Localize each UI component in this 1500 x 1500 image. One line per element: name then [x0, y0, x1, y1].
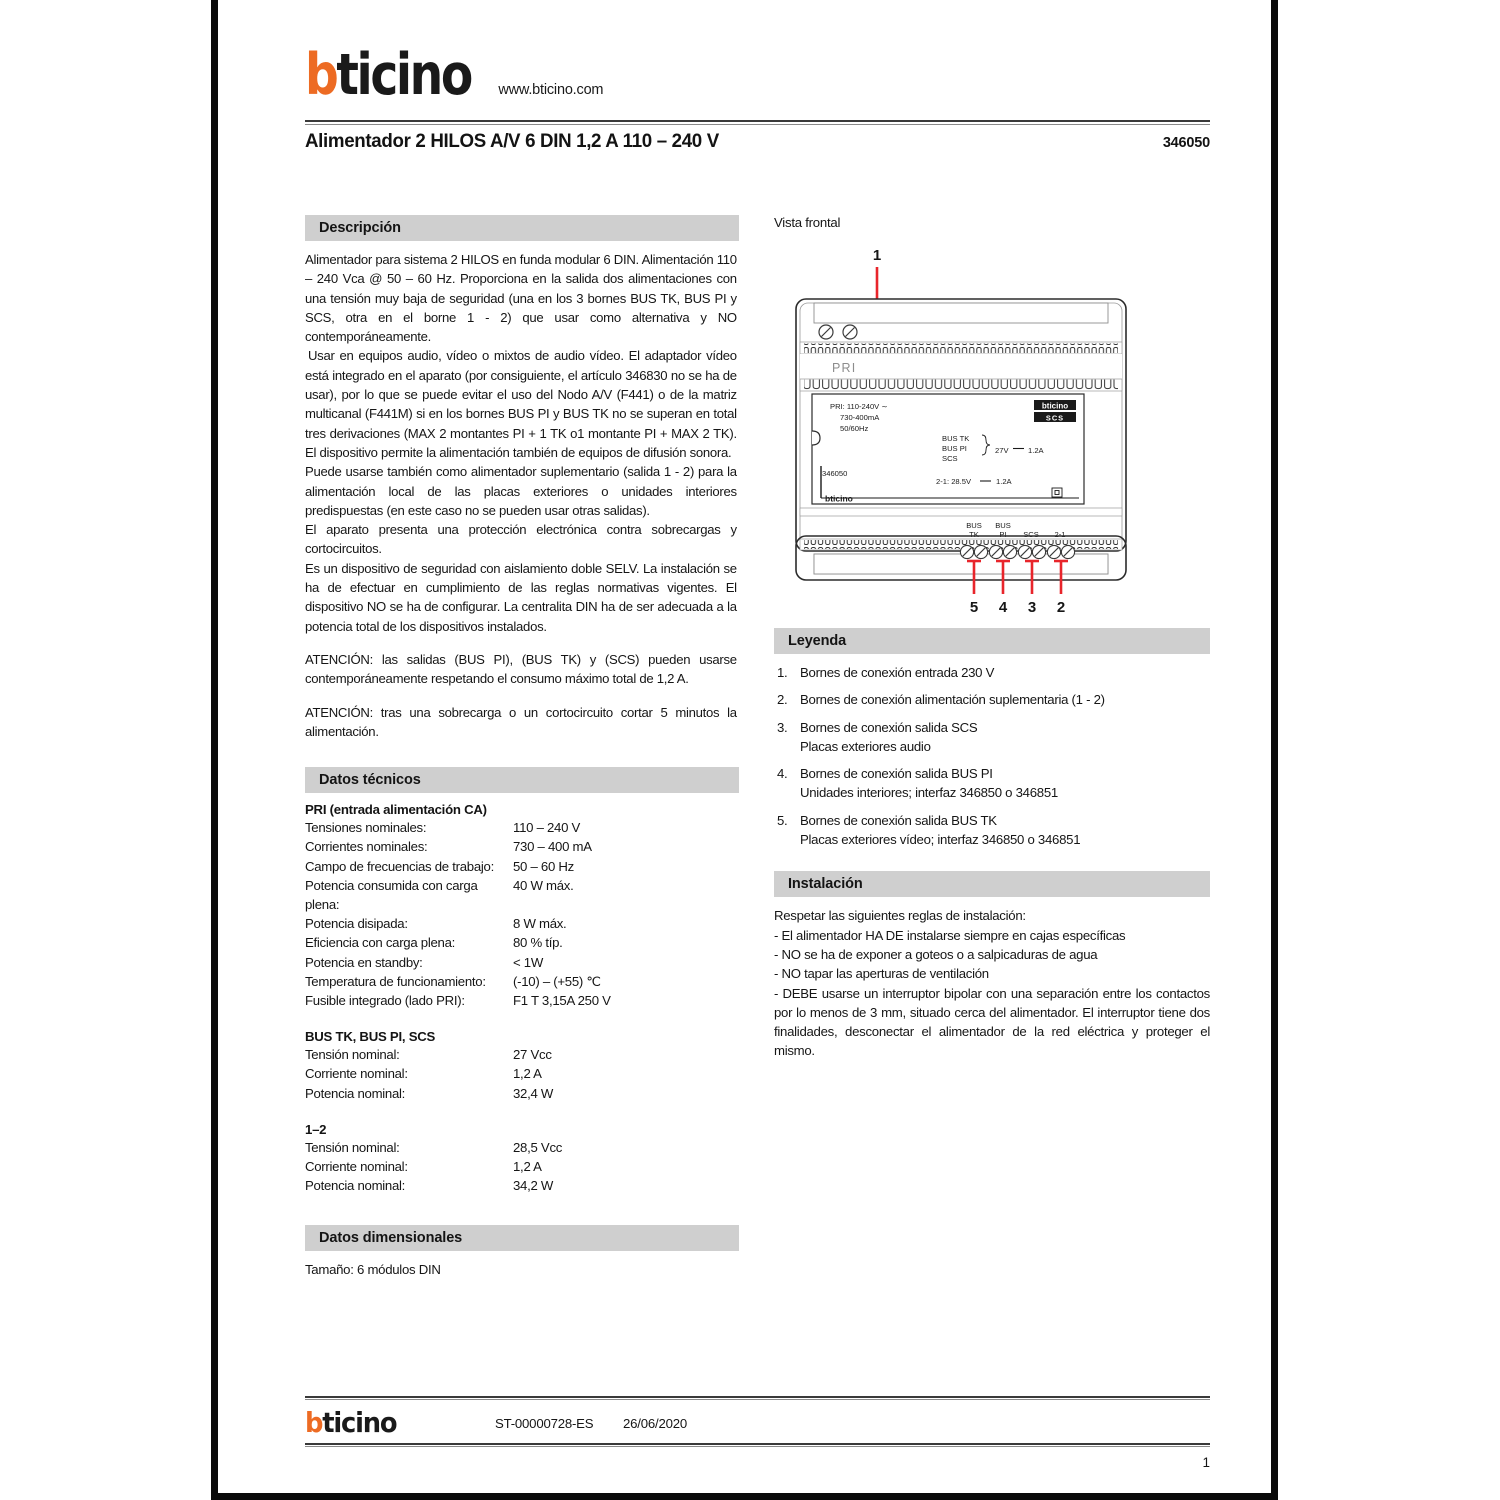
svg-text:1.2A: 1.2A	[1028, 446, 1044, 455]
descripcion-paragraph-1: Alimentador para sistema 2 HILOS en funda modular 6 DIN. Alimentación 110 – 240 Vca @ 50 – 60 Hz. Proporciona en la salida dos alimentaciones con una tensión muy baja de seguridad (una en los 3 bornes BUS TK, BUS PI y SCS, otra en el borne 1 - 2) que usar como alternativa y NO contemporáneamente.	[305, 252, 737, 345]
legend-number: 5.	[777, 812, 788, 828]
svg-text:1.2A: 1.2A	[996, 477, 1012, 486]
spec-value: 730 – 400 mA	[513, 839, 592, 855]
terminal-label-bus-pi-top: BUS	[995, 521, 1011, 530]
legend-main: Bornes de conexión salida BUS PI	[800, 766, 993, 782]
section-header-instalacion	[774, 871, 1210, 897]
plate-out-1: BUS TK	[942, 434, 970, 443]
spec-value: (-10) – (+55) ℃	[513, 973, 601, 989]
title-row	[305, 130, 1210, 153]
section-title: Datos dimensionales	[319, 1230, 463, 1247]
installation-intro: Respetar las siguientes reglas de instalación:	[774, 908, 1026, 924]
legend-main: Bornes de conexión salida BUS TK	[800, 812, 997, 828]
callout-numbers	[970, 599, 1065, 616]
list-item	[774, 764, 1210, 803]
legend-number: 2.	[777, 692, 788, 708]
page-number: 1	[1202, 1455, 1210, 1470]
svg-text:bticino: bticino	[825, 493, 853, 504]
section-header-datos-dimensionales	[305, 1225, 739, 1251]
spec-label: Potencia en standby:	[305, 954, 423, 970]
plate-output-rating: 27V	[995, 446, 1009, 455]
spec-row	[305, 953, 739, 972]
spec-label: Potencia consumida con carga plena:	[305, 877, 478, 912]
section-header-leyenda	[774, 628, 1210, 654]
spec-row	[305, 857, 739, 876]
warning-note-2: ATENCIÓN: tras una sobrecarga o un cortocircuito cortar 5 minutos la alimentación.	[305, 704, 737, 739]
spec-row	[305, 1084, 739, 1103]
terminal-label-scs: SCS	[1023, 530, 1039, 539]
spec-row	[305, 1176, 739, 1195]
installation-bullet-1: - El alimentador HA DE instalarse siempre en cajas específicas	[774, 927, 1126, 943]
spec-label: Corriente nominal:	[305, 1066, 408, 1082]
legend-list	[774, 663, 1210, 849]
spec-label: Fusible integrado (lado PRI):	[305, 992, 465, 1008]
installation-bullet-4: - DEBE usarse un interruptor bipolar con una separación entre los contactos por lo menos de 3 mm, situado cerca del alimentador. El interruptor tiene dos finalidades, desconectar el alimentador de la red eléctrica y proteger el mismo.	[774, 985, 1210, 1059]
page-title: Alimentador 2 HILOS A/V 6 DIN 1,2 A 110 – 240 V	[305, 130, 719, 152]
figure-caption: Vista frontal	[774, 215, 841, 230]
spec-value: 80 % típ.	[513, 935, 563, 951]
plate-line-1: PRI: 110-240V ∼	[830, 402, 888, 411]
footer-date: 26/06/2020	[623, 1415, 688, 1431]
spec-row	[305, 914, 739, 933]
legend-main: Bornes de conexión salida SCS	[800, 719, 978, 735]
spec-value: F1 T 3,15A 250 V	[513, 992, 611, 1008]
plate-line-3: 50/60Hz	[840, 424, 869, 433]
website-url[interactable]: www.bticino.com	[498, 82, 604, 98]
spec-row	[305, 933, 739, 952]
footer-divider-top-shadow	[305, 1399, 1210, 1400]
spec-value: < 1W	[513, 954, 544, 970]
footer-doc-code: ST-00000728-ES	[495, 1415, 594, 1431]
header-divider-shadow	[305, 124, 1210, 125]
right-column	[774, 215, 1210, 1061]
descripcion-paragraph-3: Puede usarse también como alimentador suplementario (salida 1 - 2) para la alimentación local de las placas exteriores o unidades interiores predispuestas (en este caso no se pueden usar otras salidas).	[305, 464, 737, 518]
descripcion-paragraph-2: Usar en equipos audio, vídeo o mixtos de audio vídeo. El adaptador vídeo está integrado en el aparato (por consiguiente, el artículo 346830 no se ha de usar), por lo que se puede evitar el uso del Nodo A/V (F441) o de la matriz multicanal (F441M) si en los bornes BUS PI y BUS TK no se superan en total tres derivaciones (MAX 2 montantes PI + 1 TK o1 montante PI + MAX 2 TK). El dispositivo permite la alimentación también de equipos de difusión sonora.	[305, 348, 737, 460]
document-footer	[305, 1404, 1210, 1442]
spec-row	[305, 818, 739, 837]
bticino-logo-text	[305, 42, 471, 108]
spec-value: 32,4 W	[513, 1085, 554, 1101]
spec-label: Potencia disipada:	[305, 916, 408, 932]
left-column	[305, 215, 739, 1279]
spec-row	[305, 1064, 739, 1083]
legend-sub: Placas exteriores audio	[800, 738, 931, 754]
terminal-label-bus-pi-bottom: PI	[999, 530, 1007, 539]
footer-divider-top	[305, 1396, 1210, 1398]
section-title: Descripción	[319, 220, 401, 236]
legend-main: Bornes de conexión entrada 230 V	[800, 665, 995, 680]
spec-label: Eficiencia con carga plena:	[305, 935, 456, 951]
plate-aux-rating: 2-1: 28.5V	[936, 477, 972, 486]
spec-value: 40 W máx.	[513, 877, 574, 893]
spec-label: Temperatura de funcionamiento:	[305, 973, 486, 989]
legend-text	[800, 764, 1210, 803]
plate-model-code: 346050	[822, 469, 848, 478]
spec-row	[305, 1138, 739, 1157]
plate-out-2: BUS PI	[942, 444, 967, 453]
legend-text	[800, 663, 1210, 682]
svg-text:bticino: bticino	[1041, 401, 1069, 411]
footer-logo-b-letter: b	[305, 1406, 323, 1439]
pri-label: PRI	[832, 361, 857, 375]
logo-ticino-text: ticino	[336, 42, 471, 108]
footer-brand-logo	[305, 1406, 480, 1439]
callout-4: 4	[998, 599, 1008, 616]
legend-sub: Unidades interiores; interfaz 346850 o 346851	[800, 785, 1058, 801]
spec-row	[305, 1045, 739, 1064]
plate-line-2: 730-400mA	[840, 413, 880, 422]
spec-label: Corriente nominal:	[305, 1158, 408, 1174]
descripcion-paragraph-4: El aparato presenta una protección electrónica contra sobrecargas y cortocircuitos.	[305, 522, 737, 557]
spec-label: Tensiones nominales:	[305, 820, 427, 836]
section-header-datos-tecnicos	[305, 767, 739, 793]
spec-group-1-2	[305, 1138, 739, 1196]
logo-b-letter: b	[305, 42, 337, 108]
section-title: Leyenda	[788, 633, 847, 649]
footer-divider-bottom	[305, 1443, 1210, 1445]
spec-label: Potencia nominal:	[305, 1178, 406, 1194]
document-page	[218, 0, 1271, 1500]
header-divider	[305, 120, 1210, 122]
footer-logo-ticino-text: ticino	[322, 1406, 397, 1439]
spec-label: Corrientes nominales:	[305, 839, 428, 855]
list-item	[774, 811, 1210, 850]
spec-label: Campo de frecuencias de trabajo:	[305, 858, 494, 874]
warning-note-1: ATENCIÓN: las salidas (BUS PI), (BUS TK) y (SCS) pueden usarse contemporáneamente respetando el consumo máximo total de 1,2 A.	[305, 651, 737, 687]
callout-3: 3	[1027, 599, 1037, 616]
terminal-label-bus-tk-top: BUS	[966, 521, 982, 530]
descripcion-paragraph-5: Es un dispositivo de seguridad con aislamiento doble SELV. La instalación se ha de efectuar en cumplimiento de las reglas normativas vigentes. El dispositivo NO se ha de configurar. La centralita DIN ha de ser adecuada a la potencia total de los dispositivos instalados.	[305, 560, 737, 634]
spec-value: 28,5 Vcc	[513, 1139, 563, 1155]
spec-group-pri	[305, 818, 739, 1010]
spec-label: Potencia nominal:	[305, 1085, 406, 1101]
product-code: 346050	[1162, 135, 1210, 151]
legend-number: 4.	[777, 766, 788, 782]
dimensional-text: Tamaño: 6 módulos DIN	[305, 1262, 441, 1278]
spec-row	[305, 1157, 739, 1176]
legend-number: 3.	[777, 719, 788, 735]
spec-group-title-pri: PRI (entrada alimentación CA)	[305, 802, 487, 818]
device-front-view-svg	[774, 236, 1210, 618]
section-header-descripcion	[305, 215, 739, 241]
spec-row	[305, 876, 739, 914]
spec-row	[305, 837, 739, 856]
callout-2: 2	[1056, 599, 1066, 616]
spec-value: 27 Vcc	[513, 1047, 552, 1063]
svg-text:1: 1	[872, 247, 882, 264]
spec-label: Tensión nominal:	[305, 1047, 400, 1063]
plate-out-3: SCS	[942, 454, 958, 463]
brand-logo	[305, 42, 1210, 108]
spec-value: 50 – 60 Hz	[513, 858, 574, 874]
page-frame	[211, 0, 1278, 1500]
legend-number: 1.	[777, 665, 788, 680]
spec-value: 1,2 A	[513, 1158, 542, 1174]
spec-label: Tensión nominal:	[305, 1139, 400, 1155]
section-title: Datos técnicos	[319, 772, 421, 789]
legend-main: Bornes de conexión alimentación suplementaria (1 - 2)	[800, 692, 1105, 708]
spec-row	[305, 991, 739, 1010]
spec-value: 8 W máx.	[513, 916, 567, 932]
terminal-label-2-1: 2-1	[1054, 530, 1066, 539]
document-header	[305, 42, 1210, 108]
callout-5: 5	[969, 599, 979, 616]
legend-text	[800, 690, 1210, 709]
installation-bullet-3: - NO tapar las aperturas de ventilación	[774, 966, 989, 982]
spec-value: 1,2 A	[513, 1066, 542, 1082]
spec-row	[305, 972, 739, 991]
spec-group-title-1-2: 1–2	[305, 1121, 327, 1137]
spec-value: 34,2 W	[513, 1178, 554, 1194]
legend-text	[800, 718, 1210, 757]
list-item	[774, 663, 1210, 682]
legend-text	[800, 811, 1210, 850]
spec-group-bus	[305, 1045, 739, 1103]
spec-group-title-bus: BUS TK, BUS PI, SCS	[305, 1029, 436, 1045]
spec-value: 110 – 240 V	[513, 820, 581, 836]
terminal-label-bus-tk-bottom: TK	[969, 530, 979, 539]
list-item	[774, 690, 1210, 709]
list-item	[774, 718, 1210, 757]
device-diagram	[774, 236, 1210, 618]
svg-text:SCS: SCS	[1045, 413, 1065, 423]
legend-sub: Placas exteriores vídeo; interfaz 346850 o 346851	[800, 832, 1081, 848]
installation-bullet-2: - NO se ha de exponer a goteos o a salpicaduras de agua	[774, 946, 1098, 962]
section-title: Instalación	[788, 876, 863, 893]
footer-divider-bottom-shadow	[305, 1446, 1210, 1447]
